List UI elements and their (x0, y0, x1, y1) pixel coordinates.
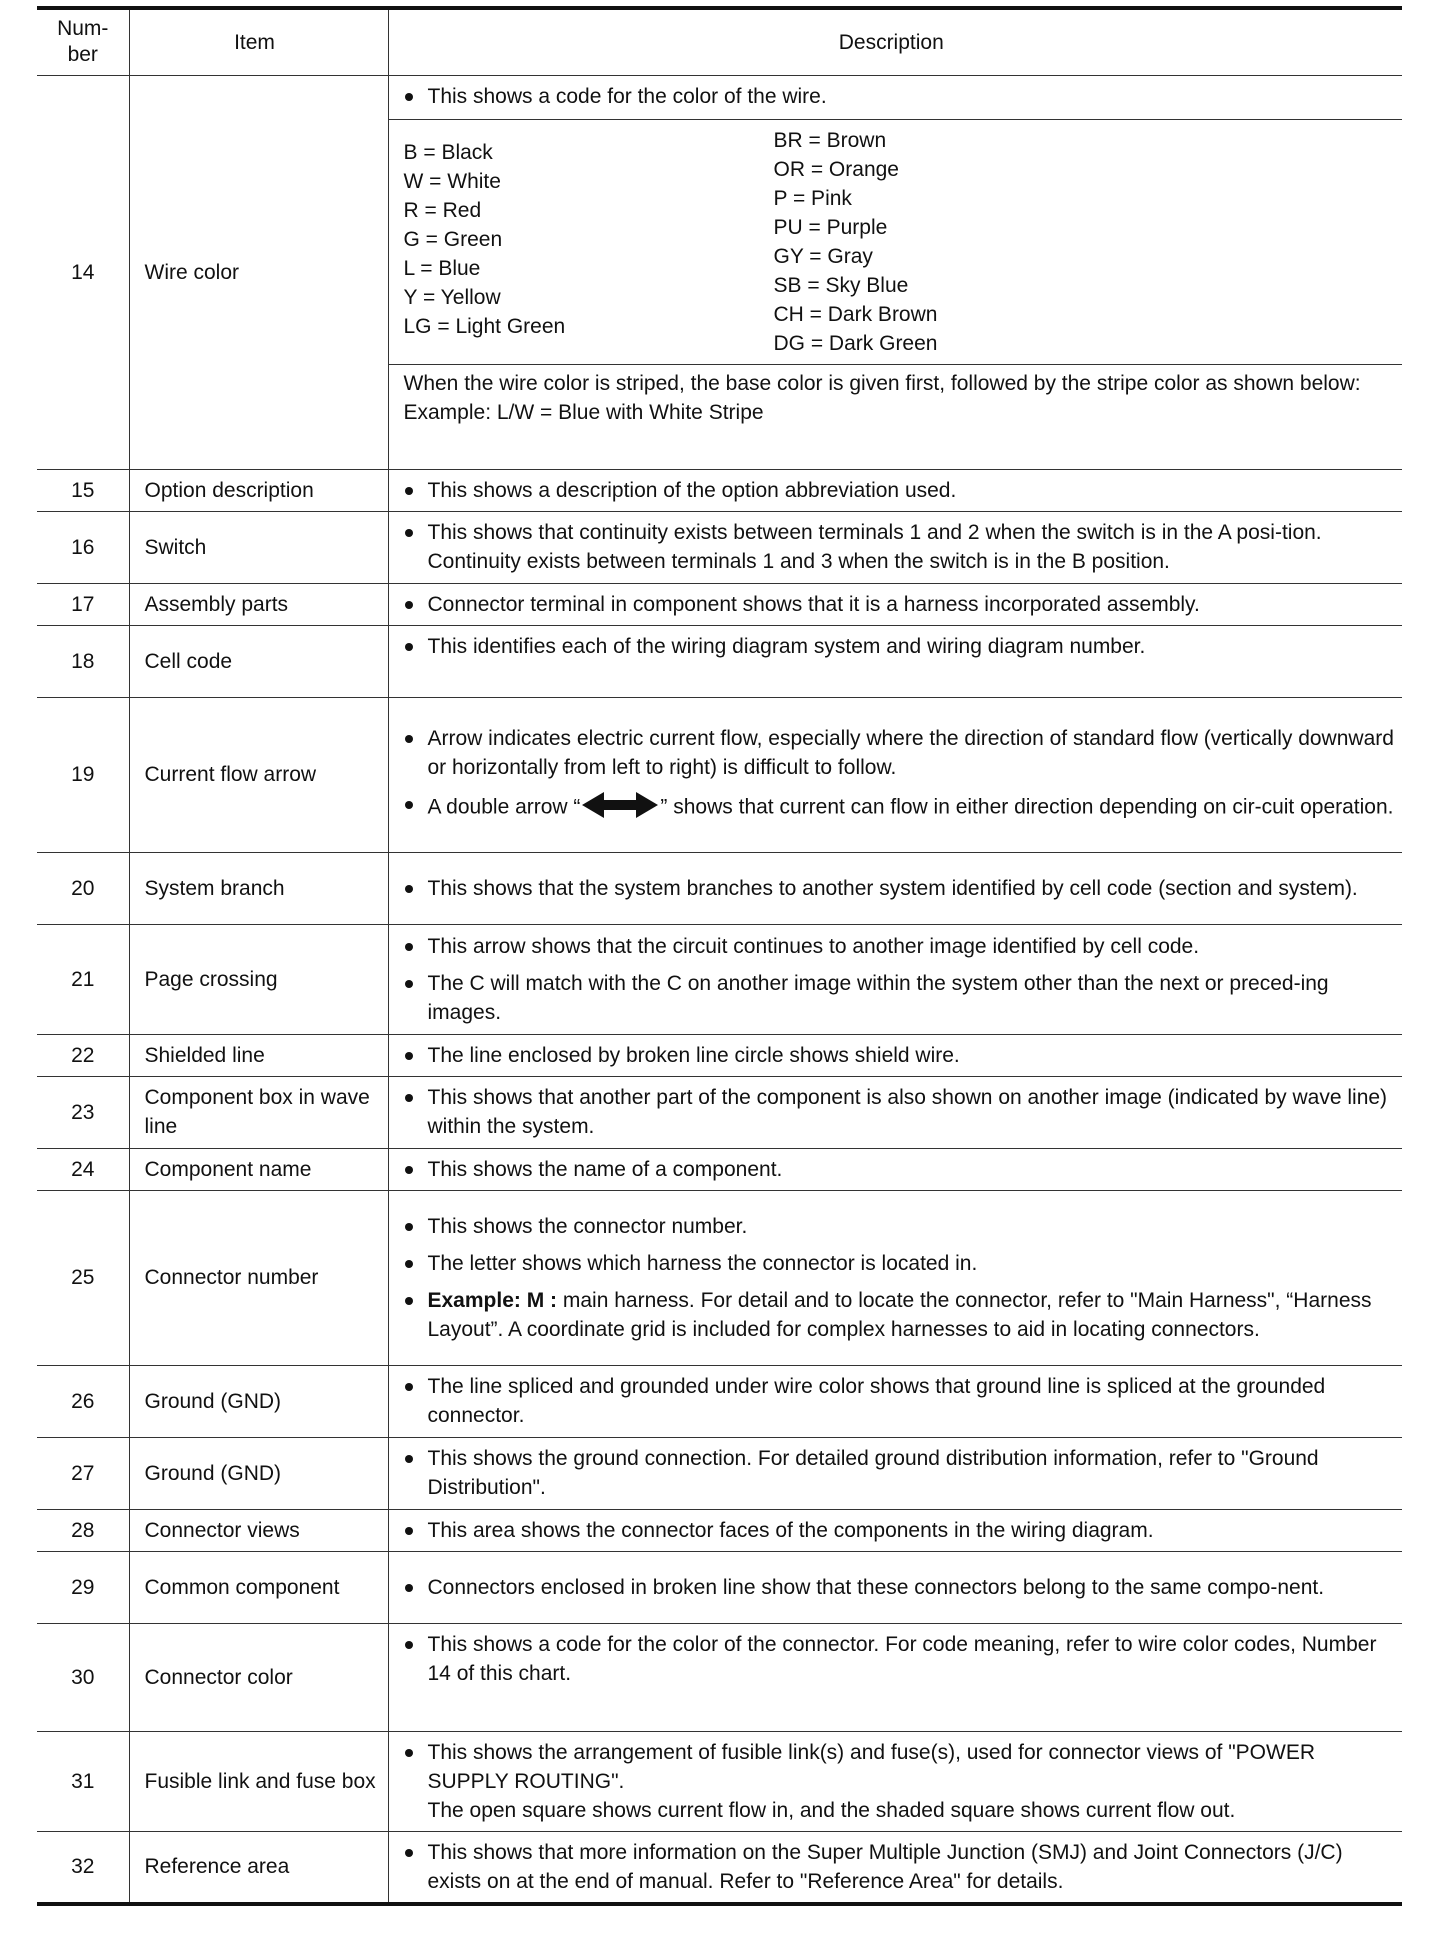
description-bullet: The line enclosed by broken line circle shows shield wire. (404, 1041, 1395, 1070)
table-row (37, 852, 1402, 924)
row-description (388, 1437, 1402, 1509)
description-bullet-arrow (404, 790, 1395, 826)
description-bullet: This shows the connector number. (404, 1212, 1395, 1241)
color-code: BR = Brown (773, 128, 887, 152)
row-number: 20 (37, 852, 129, 924)
color-code: OR = Orange (773, 157, 899, 181)
row-item: Switch (129, 511, 388, 583)
row-description (388, 511, 1402, 583)
example-text: main harness. For detail and to locate the connector, refer to "Main Harness", “Harness Layout”. A coordinate grid is included for complex harnesses to aid in locating connectors. (427, 1288, 1372, 1341)
row-item: Connector number (129, 1190, 388, 1365)
double-arrow-icon (582, 790, 658, 820)
table-row (37, 1731, 1402, 1831)
table-row (37, 924, 1402, 1034)
row-number: 17 (37, 583, 129, 625)
table-row (37, 469, 1402, 511)
row-item: Page crossing (129, 924, 388, 1034)
color-code: Y = Yellow (403, 285, 501, 309)
row-number: 31 (37, 1731, 129, 1831)
color-codes-left (404, 126, 774, 358)
row-item: Component name (129, 1148, 388, 1190)
row-number: 16 (37, 511, 129, 583)
arrow-text-after: ” shows that current can flow in either direction depending on cir-cuit operation. (660, 795, 1394, 819)
wiring-legend-table (37, 6, 1402, 1906)
table-row (37, 1148, 1402, 1190)
row-item: Option description (129, 469, 388, 511)
color-code: GY = Gray (773, 244, 873, 268)
description-bullet: This shows a code for the color of the connector. For code meaning, refer to wire color codes, Number 14 of this chart. (404, 1630, 1395, 1688)
description-bullet: The letter shows which harness the connector is located in. (404, 1249, 1395, 1278)
table-row (37, 1551, 1402, 1623)
color-code: DG = Dark Green (773, 331, 938, 355)
color-code: G = Green (403, 227, 503, 251)
table-row (37, 1437, 1402, 1509)
table-row (37, 511, 1402, 583)
row-description (388, 1623, 1402, 1731)
row-item: Reference area (129, 1831, 388, 1904)
row-number: 27 (37, 1437, 129, 1509)
row-description (388, 1034, 1402, 1076)
description-bullet: This shows that continuity exists between terminals 1 and 2 when the switch is in the A posi-tion. Continuity exists between terminals 1 and 3 when the switch is in the B position. (404, 518, 1395, 576)
row-description (388, 625, 1402, 697)
description-bullet-example (404, 1286, 1395, 1344)
row-description (388, 1190, 1402, 1365)
arrow-text-before: A double arrow “ (427, 795, 581, 819)
row-description (388, 852, 1402, 924)
row-number: 19 (37, 697, 129, 852)
table-row (37, 1509, 1402, 1551)
table-row (37, 583, 1402, 625)
table-row (37, 697, 1402, 852)
row-number: 15 (37, 469, 129, 511)
row-item: Connector color (129, 1623, 388, 1731)
color-code: LG = Light Green (403, 314, 566, 338)
row-number: 21 (37, 924, 129, 1034)
color-code: PU = Purple (773, 215, 888, 239)
table-row (37, 1623, 1402, 1731)
table-row (37, 1190, 1402, 1365)
description-bullet: This shows the arrangement of fusible link(s) and fuse(s), used for connector views of "POWER SUPPLY ROUTING". (404, 1738, 1395, 1796)
description-bullet: This shows a description of the option abbreviation used. (404, 476, 1395, 505)
row-description (388, 1365, 1402, 1437)
row-item: Assembly parts (129, 583, 388, 625)
row-description (388, 1731, 1402, 1831)
table-row (37, 1831, 1402, 1904)
row-number: 23 (37, 1076, 129, 1148)
row-description (388, 75, 1402, 469)
description-bullet: This shows that the system branches to another system identified by cell code (section and system). (404, 874, 1395, 903)
color-code: B = Black (403, 140, 493, 164)
row-item: Current flow arrow (129, 697, 388, 852)
color-code: R = Red (403, 198, 482, 222)
description-bullet: This arrow shows that the circuit continues to another image identified by cell code. (404, 932, 1395, 961)
row-number: 22 (37, 1034, 129, 1076)
color-code: P = Pink (773, 186, 852, 210)
description-bullet: Connectors enclosed in broken line show that these connectors belong to the same compo-nent. (404, 1573, 1395, 1602)
color-codes-right (774, 126, 1174, 358)
row-number: 18 (37, 625, 129, 697)
table-row (37, 1076, 1402, 1148)
description-bullet: This area shows the connector faces of the components in the wiring diagram. (404, 1516, 1395, 1545)
description-bullet: This shows that more information on the Super Multiple Junction (SMJ) and Joint Connectors (J/C) exists on at the end of manual. Refer to "Reference Area" for details. (404, 1838, 1395, 1896)
row-item: Cell code (129, 625, 388, 697)
row-item: Shielded line (129, 1034, 388, 1076)
description-bullet: This shows a code for the color of the wire. (404, 82, 1395, 111)
description-bullet: Connector terminal in component shows that it is a harness incorporated assembly. (404, 590, 1395, 619)
row-number: 25 (37, 1190, 129, 1365)
table-row (37, 1034, 1402, 1076)
row-number: 24 (37, 1148, 129, 1190)
color-code: SB = Sky Blue (773, 273, 909, 297)
row-item: Ground (GND) (129, 1365, 388, 1437)
legend-table-sheet (37, 6, 1402, 1906)
example-label: Example: M : (427, 1288, 558, 1312)
striped-note (389, 364, 1403, 433)
color-code: W = White (403, 169, 501, 193)
description-bullet: The line spliced and grounded under wire color shows that ground line is spliced at the grounded connector. (404, 1372, 1395, 1430)
row-item: Connector views (129, 1509, 388, 1551)
row-description (388, 1076, 1402, 1148)
description-extra: The open square shows current flow in, and the shaded square shows current flow out. (427, 1798, 1236, 1822)
row-description (388, 1831, 1402, 1904)
description-bullet: This shows that another part of the component is also shown on another image (indicated by wave line) within the system. (404, 1083, 1395, 1141)
row-description (388, 1551, 1402, 1623)
header-number-label: Num- ber (57, 17, 109, 67)
row-number: 30 (37, 1623, 129, 1731)
color-code: L = Blue (403, 256, 481, 280)
table-header-row (37, 8, 1402, 75)
header-description: Description (388, 8, 1402, 75)
row-number: 26 (37, 1365, 129, 1437)
row-item: Fusible link and fuse box (129, 1731, 388, 1831)
description-bullet: The C will match with the C on another image within the system other than the next or preced-ing images. (404, 969, 1395, 1027)
row-number: 29 (37, 1551, 129, 1623)
table-row (37, 625, 1402, 697)
description-bullet: This shows the ground connection. For detailed ground distribution information, refer to "Ground Distribution". (404, 1444, 1395, 1502)
table-row (37, 1365, 1402, 1437)
striped-example: Example: L/W = Blue with White Stripe (403, 400, 764, 424)
row-description (388, 469, 1402, 511)
row-description (388, 583, 1402, 625)
color-code: CH = Dark Brown (773, 302, 938, 326)
description-bullet: This identifies each of the wiring diagram system and wiring diagram number. (404, 632, 1395, 661)
row-item: Ground (GND) (129, 1437, 388, 1509)
color-code-list (389, 119, 1403, 364)
table-row (37, 75, 1402, 469)
description-bullet: This shows the name of a component. (404, 1155, 1395, 1184)
row-description (388, 697, 1402, 852)
row-number: 32 (37, 1831, 129, 1904)
row-number: 14 (37, 75, 129, 469)
row-description (388, 1148, 1402, 1190)
row-item: System branch (129, 852, 388, 924)
row-description (388, 1509, 1402, 1551)
striped-note-text: When the wire color is striped, the base color is given first, followed by the stripe color as shown below: (403, 371, 1361, 395)
header-number (37, 8, 129, 75)
row-number: 28 (37, 1509, 129, 1551)
row-description (388, 924, 1402, 1034)
row-item: Common component (129, 1551, 388, 1623)
row-item: Wire color (129, 75, 388, 469)
description-bullet: Arrow indicates electric current flow, especially where the direction of standard flow (vertically downward or horizontally from left to right) is difficult to follow. (404, 724, 1395, 782)
row-item: Component box in wave line (129, 1076, 388, 1148)
header-item: Item (129, 8, 388, 75)
